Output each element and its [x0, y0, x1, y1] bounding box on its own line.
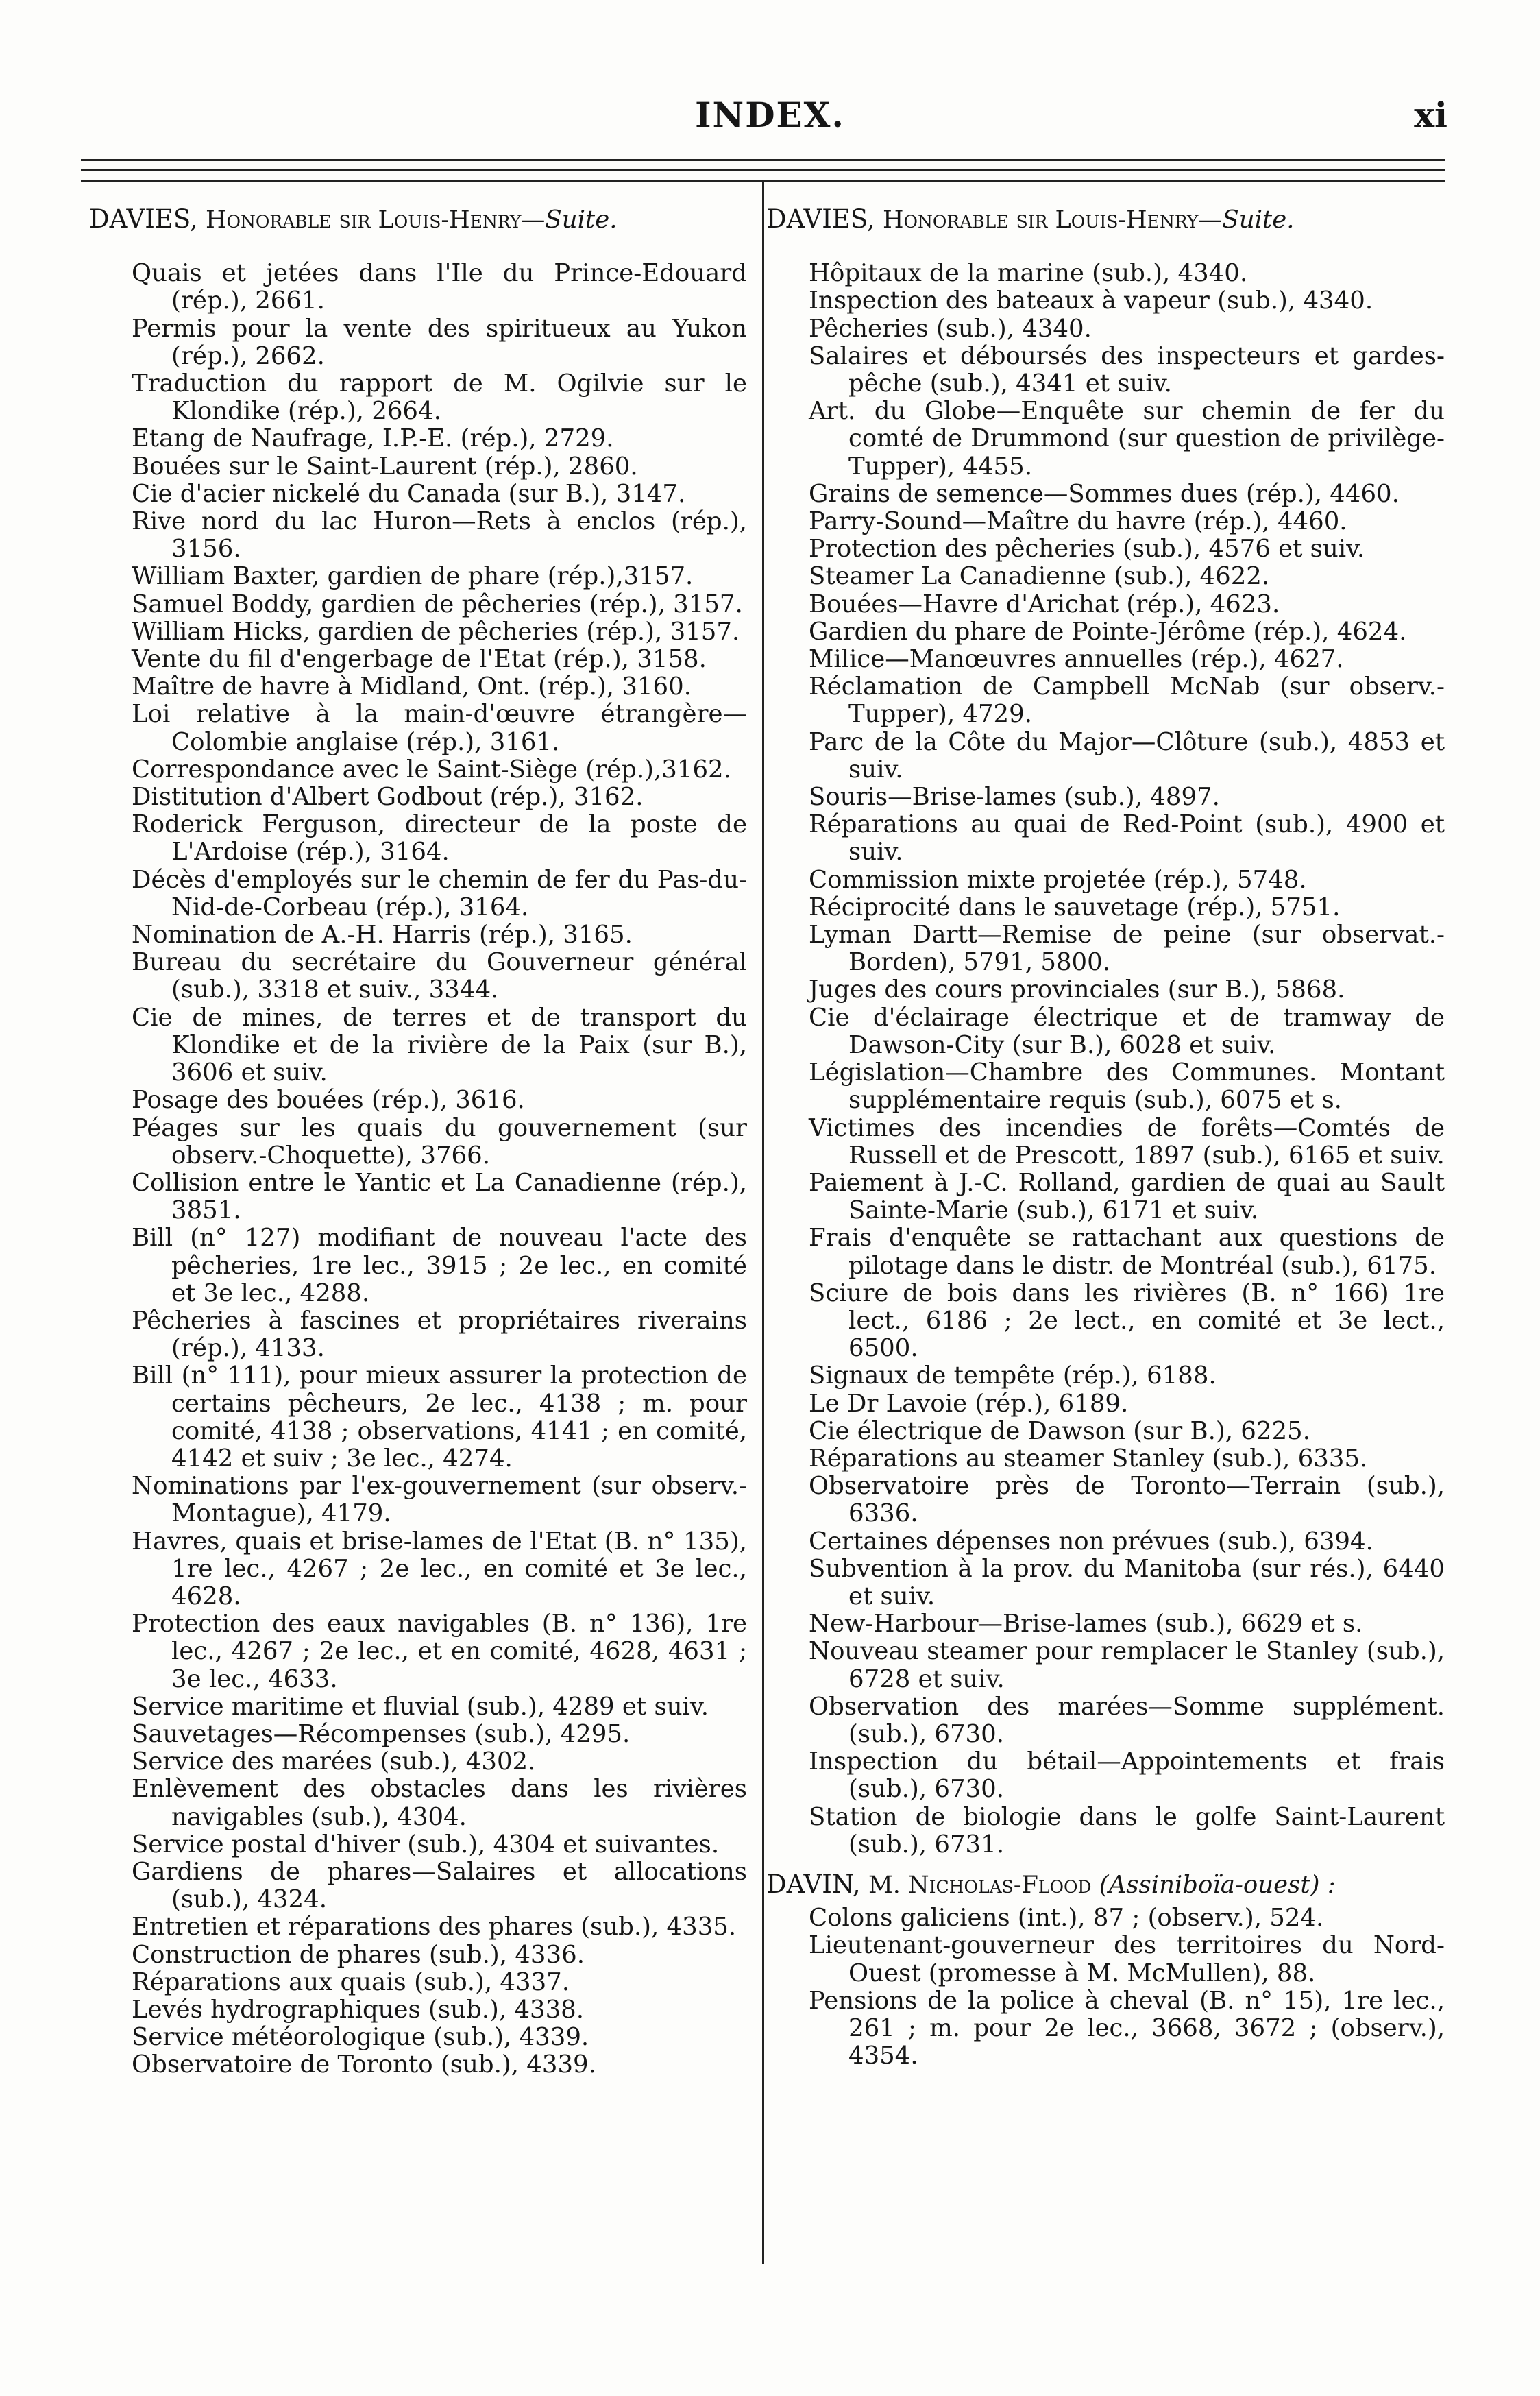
- index-entry: Protection des pêcheries (sub.), 4576 et suiv.: [809, 535, 1365, 564]
- index-entry: Nominations par l'ex-gouvernement (sur observ.-Montague), 4179.: [132, 1472, 747, 1528]
- index-entry: Protection des eaux navigables (B. n° 136), 1re lec., 4267 ; 2e lec., et en comité, 4628, 4631 ; 3e lec., 4633.: [132, 1610, 747, 1693]
- index-entry: Signaux de tempête (rép.), 6188.: [809, 1362, 1217, 1390]
- index-entry: Réciprocité dans le sauvetage (rép.), 5751.: [809, 893, 1341, 921]
- index-entry: Lieutenant-gouverneur des territoires du Nord-Ouest (promesse à M. McMullen), 88.: [809, 1931, 1445, 1987]
- header-rule: [81, 169, 1445, 171]
- index-entry: Loi relative à la main-d'œuvre étrangère—Colombie anglaise (rép.), 3161.: [132, 700, 747, 756]
- column-divider: [762, 180, 764, 2264]
- index-entry: Bouées sur le Saint-Laurent (rép.), 2860.: [132, 452, 638, 481]
- index-entry: Gardiens de phares—Salaires et allocations (sub.), 4324.: [132, 1857, 747, 1914]
- index-entry: Salaires et déboursés des inspecteurs et gardes-pêche (sub.), 4341 et suiv.: [809, 341, 1445, 398]
- heading-suite: Suite.: [545, 206, 618, 234]
- index-entry-list: [766, 260, 1445, 1859]
- index-entry: Pêcheries à fascines et propriétaires riverains (rép.), 4133.: [132, 1306, 747, 1363]
- index-entry: Etang de Naufrage, I.P.-E. (rép.), 2729.: [132, 424, 614, 453]
- index-entry: Maître de havre à Midland, Ont. (rép.), 3160.: [132, 673, 692, 701]
- index-entry: Traduction du rapport de M. Ogilvie sur le Klondike (rép.), 2664.: [132, 370, 747, 426]
- index-entry: Lyman Dartt—Remise de peine (sur observat.-Borden), 5791, 5800.: [809, 921, 1445, 977]
- index-entry: Cie de mines, de terres et de transport du Klondike et de la rivière de la Paix (sur B.), 3606 et suiv.: [132, 1003, 747, 1087]
- index-entry: Parc de la Côte du Major—Clôture (sub.), 4853 et suiv.: [809, 727, 1445, 784]
- index-entry: Parry-Sound—Maître du havre (rép.), 4460.: [809, 507, 1347, 536]
- index-entry: Cie d'acier nickelé du Canada (sur B.), 3147.: [132, 479, 686, 508]
- heading-names: M. Nicholas-Flood: [868, 1871, 1092, 1899]
- index-entry: Observation des marées—Somme supplément. (sub.), 6730.: [809, 1692, 1445, 1748]
- index-entry: Bureau du secrétaire du Gouverneur général (sub.), 3318 et suiv., 3344.: [132, 948, 747, 1004]
- index-entry: Samuel Boddy, gardien de pêcheries (rép.), 3157.: [132, 590, 743, 618]
- index-entry: Cie électrique de Dawson (sur B.), 6225.: [809, 1416, 1310, 1445]
- section-heading: [89, 206, 747, 234]
- heading-names: Honorable sir Louis-Henry—: [882, 206, 1223, 234]
- index-entry: Péages sur les quais du gouvernement (sur observ.-Choquette), 3766.: [132, 1113, 747, 1170]
- index-entry: Milice—Manœuvres annuelles (rép.), 4627.: [809, 645, 1344, 674]
- heading-surname: DAVIN,: [766, 1869, 861, 1899]
- index-entry: Service des marées (sub.), 4302.: [132, 1747, 536, 1776]
- index-entry: Hôpitaux de la marine (sub.), 4340.: [809, 259, 1248, 288]
- index-entry: Distitution d'Albert Godbout (rép.), 3162.: [132, 783, 644, 812]
- index-entry: Subvention à la prov. du Manitoba (sur rés.), 6440 et suiv.: [809, 1554, 1445, 1610]
- index-entry-list: [766, 1904, 1445, 2070]
- index-entry: Nouveau steamer pour remplacer le Stanley (sub.), 6728 et suiv.: [809, 1637, 1445, 1693]
- index-entry: Souris—Brise-lames (sub.), 4897.: [809, 783, 1220, 812]
- index-entry: Construction de phares (sub.), 4336.: [132, 1940, 585, 1969]
- index-entry: Cie d'éclairage électrique et de tramway de Dawson-City (sur B.), 6028 et suiv.: [809, 1003, 1445, 1059]
- index-entry: Correspondance avec le Saint-Siège (rép.),3162.: [132, 755, 731, 784]
- heading-suite: Suite.: [1222, 206, 1295, 234]
- index-entry: Roderick Ferguson, directeur de la poste de L'Ardoise (rép.), 3164.: [132, 810, 747, 867]
- index-entry: Collision entre le Yantic et La Canadienne (rép.), 3851.: [132, 1168, 747, 1225]
- index-entry: Steamer La Canadienne (sub.), 4622.: [809, 562, 1270, 591]
- section-heading: [766, 1871, 1445, 1899]
- index-entry: New-Harbour—Brise-lames (sub.), 6629 et s.: [809, 1610, 1363, 1638]
- heading-names: Honorable sir Louis-Henry—: [205, 206, 546, 234]
- index-entry: Service postal d'hiver (sub.), 4304 et suivantes.: [132, 1830, 720, 1859]
- index-entry: Le Dr Lavoie (rép.), 6189.: [809, 1389, 1129, 1418]
- index-entry: Victimes des incendies de forêts—Comtés de Russell et de Prescott, 1897 (sub.), 6165 et suiv.: [809, 1113, 1445, 1170]
- index-entry: Levés hydrographiques (sub.), 4338.: [132, 1996, 585, 2024]
- index-entry: Nomination de A.-H. Harris (rép.), 3165.: [132, 921, 633, 949]
- heading-surname: DAVIES,: [766, 204, 875, 234]
- index-entry: Paiement à J.-C. Rolland, gardien de quai au Sault Sainte-Marie (sub.), 6171 et suiv.: [809, 1168, 1445, 1225]
- header-rule: [81, 159, 1445, 161]
- index-entry: Service météorologique (sub.), 4339.: [132, 2023, 589, 2052]
- index-entry: Rive nord du lac Huron—Rets à enclos (rép.), 3156.: [132, 507, 747, 564]
- index-entry: Grains de semence—Sommes dues (rép.), 4460.: [809, 479, 1400, 508]
- heading-riding: (Assiniboïa-ouest) :: [1099, 1870, 1336, 1899]
- index-entry: Quais et jetées dans l'Ile du Prince-Edouard (rép.), 2661.: [132, 259, 747, 315]
- index-entry: Vente du fil d'engerbage de l'Etat (rép.), 3158.: [132, 645, 707, 674]
- index-entry: Sauvetages—Récompenses (sub.), 4295.: [132, 1719, 631, 1748]
- index-entry: Art. du Globe—Enquête sur chemin de fer du comté de Drummond (sur question de privilège-Tupper), 4455.: [809, 397, 1445, 481]
- index-entry: Réparations au steamer Stanley (sub.), 6335.: [809, 1444, 1368, 1473]
- index-entry: Commission mixte projetée (rép.), 5748.: [809, 865, 1307, 894]
- index-entry: Juges des cours provinciales (sur B.), 5868.: [809, 976, 1345, 1004]
- index-entry: Réparations au quai de Red-Point (sub.), 4900 et suiv.: [809, 810, 1445, 867]
- index-entry: Inspection des bateaux à vapeur (sub.), 4340.: [809, 287, 1373, 315]
- page-title: INDEX.: [695, 95, 845, 135]
- page-header: [0, 0, 1540, 165]
- index-entry: Station de biologie dans le golfe Saint-Laurent (sub.), 6731.: [809, 1802, 1445, 1859]
- index-entry: Posage des bouées (rép.), 3616.: [132, 1086, 525, 1115]
- index-entry: Gardien du phare de Pointe-Jérôme (rép.), 4624.: [809, 617, 1407, 646]
- index-entry: Observatoire près de Toronto—Terrain (sub.), 6336.: [809, 1472, 1445, 1528]
- heading-surname: DAVIES,: [89, 204, 198, 234]
- index-entry: Inspection du bétail—Appointements et frais (sub.), 6730.: [809, 1747, 1445, 1804]
- index-entry: Bill (n° 127) modifiant de nouveau l'acte des pêcheries, 1re lec., 3915 ; 2e lec., en comité et 3e lec., 4288.: [132, 1224, 747, 1307]
- section-heading: [766, 206, 1445, 234]
- index-entry: Décès d'employés sur le chemin de fer du Pas-du-Nid-de-Corbeau (rép.), 3164.: [132, 865, 747, 921]
- left-column: [89, 206, 747, 2079]
- index-entry: Permis pour la vente des spiritueux au Yukon (rép.), 2662.: [132, 314, 747, 370]
- index-entry: Enlèvement des obstacles dans les rivières navigables (sub.), 4304.: [132, 1775, 747, 1831]
- index-entry: Frais d'enquête se rattachant aux questions de pilotage dans le distr. de Montréal (sub.), 6175.: [809, 1224, 1445, 1280]
- index-entry: Certaines dépenses non prévues (sub.), 6394.: [809, 1527, 1373, 1556]
- index-entry: Entretien et réparations des phares (sub.), 4335.: [132, 1913, 737, 1941]
- index-entry: Service maritime et fluvial (sub.), 4289 et suiv.: [132, 1692, 709, 1721]
- index-entry: Réclamation de Campbell McNab (sur observ.-Tupper), 4729.: [809, 673, 1445, 729]
- index-entry: Colons galiciens (int.), 87 ; (observ.), 524.: [809, 1904, 1324, 1933]
- page-number: xi: [1414, 95, 1447, 135]
- index-entry: William Baxter, gardien de phare (rép.),3157.: [132, 562, 694, 591]
- index-entry: Pensions de la police à cheval (B. n° 15), 1re lec., 261 ; m. pour 2e lec., 3668, 3672 ; (observ.), 4354.: [809, 1986, 1445, 2070]
- index-entry: Réparations aux quais (sub.), 4337.: [132, 1968, 570, 1996]
- index-entry-list: [89, 260, 747, 2079]
- index-entry: Bouées—Havre d'Arichat (rép.), 4623.: [809, 590, 1280, 618]
- index-entry: Sciure de bois dans les rivières (B. n° 166) 1re lect., 6186 ; 2e lect., en comité et 3e lect., 6500.: [809, 1279, 1445, 1363]
- index-entry: Bill (n° 111), pour mieux assurer la protection de certains pêcheurs, 2e lec., 4138 ; m. pour comité, 4138 ; observations, 4141 ; en comité, 4142 et suiv ; 3e lec., 4274.: [132, 1362, 747, 1473]
- index-entry: Législation—Chambre des Communes. Montant supplémentaire requis (sub.), 6075 et s.: [809, 1058, 1445, 1115]
- index-entry: Observatoire de Toronto (sub.), 4339.: [132, 2050, 596, 2079]
- index-entry: Havres, quais et brise-lames de l'Etat (B. n° 135), 1re lec., 4267 ; 2e lec., en comité et 3e lec., 4628.: [132, 1527, 747, 1610]
- right-column: [766, 206, 1445, 2070]
- index-entry: William Hicks, gardien de pêcheries (rép.), 3157.: [132, 617, 740, 646]
- index-entry: Pêcheries (sub.), 4340.: [809, 314, 1092, 343]
